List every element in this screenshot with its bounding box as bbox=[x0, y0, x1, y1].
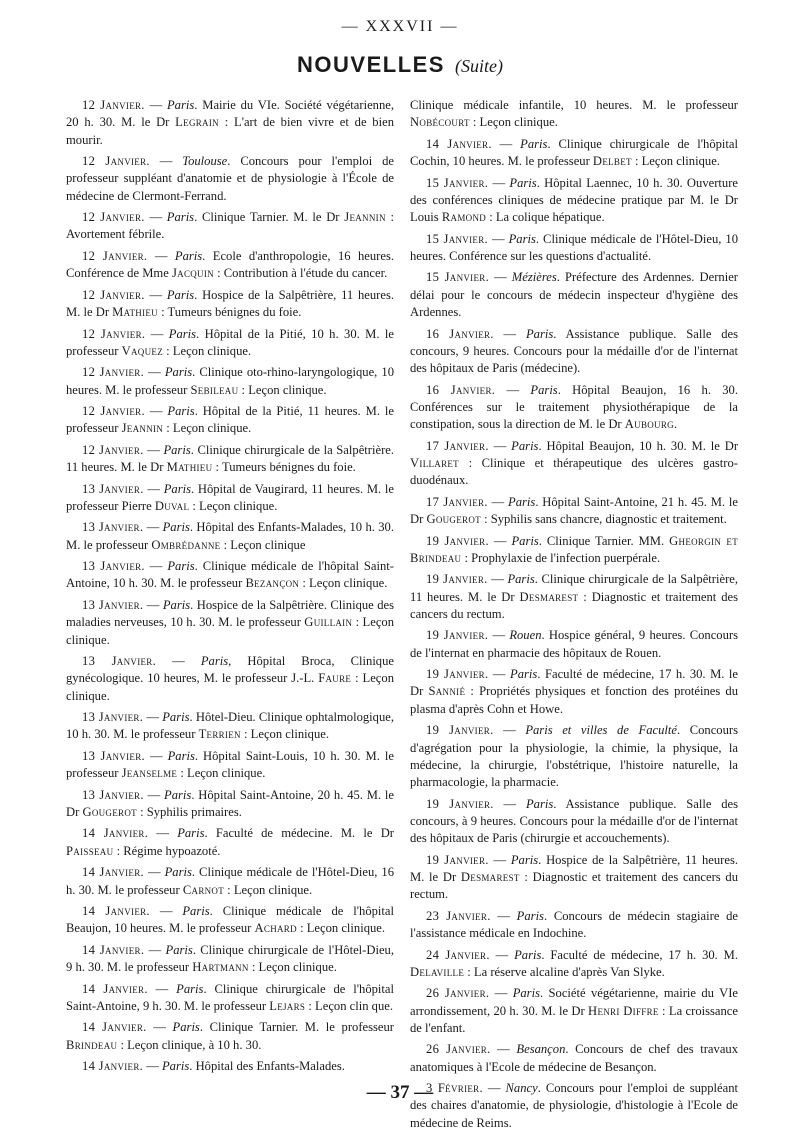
entry-text: . Clinique médicale de l'Hôtel-Dieu, 10 heures. Conférence sur les questions d'actualité. bbox=[410, 231, 738, 263]
entry-text: . Clinique Tarnier. MM. bbox=[538, 533, 670, 548]
news-entry bbox=[410, 494, 738, 529]
entry-separator: — bbox=[488, 628, 510, 643]
entry-date: 19 Janvier. bbox=[426, 572, 488, 587]
entry-separator: — bbox=[493, 326, 526, 341]
page-number: — 37 — bbox=[366, 1082, 434, 1103]
entry-date: 17 Janvier. bbox=[426, 438, 489, 453]
entry-separator: — bbox=[487, 231, 509, 246]
entry-place: Paris bbox=[510, 667, 538, 682]
entry-text: . Hospice de la Salpêtrière, 11 heures. M. le Dr bbox=[66, 287, 395, 320]
entry-date: 19 Janvier. bbox=[426, 667, 489, 682]
entry-date: 13 Janvier. bbox=[82, 748, 145, 763]
entry-place: Paris bbox=[511, 438, 539, 453]
entry-text: : Leçon clinique. bbox=[248, 960, 337, 975]
news-entry bbox=[66, 787, 394, 822]
entry-place: Paris bbox=[508, 231, 536, 246]
entry-place: Paris bbox=[166, 210, 195, 225]
entry-date: 14 Janvier. bbox=[82, 904, 150, 919]
news-entry bbox=[410, 666, 738, 718]
person-name: Sebileau bbox=[190, 382, 239, 397]
entry-place: Paris bbox=[507, 572, 535, 587]
entry-place: Paris bbox=[172, 1020, 200, 1035]
news-entry bbox=[410, 908, 738, 943]
entry-date: 13 Janvier. bbox=[82, 710, 144, 725]
entry-place: Paris bbox=[508, 494, 536, 509]
entry-text: . Assistance publique. Salle des concours, à 9 heures. Concours pour la médaille d'or de l'internat des hôpitaux de Paris (chirurgie et accouchements). bbox=[410, 796, 738, 846]
entry-text: : Syphilis primaires. bbox=[136, 804, 242, 819]
entry-date: 13 Janvier. bbox=[82, 597, 144, 612]
entry-text: . Hôpital Saint-Antoine, 21 h. 45. M. le Dr bbox=[410, 494, 739, 527]
person-name: Achard bbox=[254, 921, 297, 936]
entry-text: . Ecole d'anthropologie, 16 heures. Conférence de Mme bbox=[66, 248, 395, 281]
entry-text: . Concours de chef des travaux anatomiques à l'Ecole de médecine de Besançon. bbox=[410, 1042, 738, 1074]
entry-text: : La réserve alcaline d'après Van Slyke. bbox=[464, 964, 665, 979]
news-entry bbox=[410, 627, 738, 662]
entry-place: Paris bbox=[530, 382, 558, 397]
entry-text: : Contribution à l'étude du cancer. bbox=[213, 266, 388, 281]
entry-separator: — bbox=[147, 981, 177, 996]
entry-place: Paris bbox=[166, 98, 195, 112]
person-name: Villaret bbox=[410, 455, 459, 470]
person-name: Ombrédanne bbox=[151, 537, 221, 552]
entry-text: . Clinique chirurgicale de l'hôpital Cochin, 10 heures. M. le professeur bbox=[410, 136, 738, 169]
person-name: Terrien bbox=[198, 727, 241, 742]
entry-place: Paris bbox=[163, 442, 191, 457]
entry-place: Paris bbox=[167, 404, 195, 419]
news-entry bbox=[66, 481, 394, 516]
entry-separator: — bbox=[148, 826, 178, 841]
entry-place: Paris bbox=[176, 981, 204, 996]
entry-date: 12 Janvier. bbox=[82, 404, 145, 419]
news-entry bbox=[66, 864, 394, 899]
entry-text: . Hôpital Saint-Louis, 10 h. 30. M. le professeur bbox=[66, 748, 394, 781]
entry-date: 15 Janvier. bbox=[426, 270, 490, 285]
entry-text: . Hôpital de la Pitié, 10 h. 30. M. le professeur bbox=[66, 326, 394, 358]
entry-text: . Clinique chirurgicale de l'Hôtel-Dieu, 9 h. 30. M. le professeur bbox=[66, 942, 394, 975]
entry-text: . Faculté de médecine, 17 h. 30. M. bbox=[541, 947, 739, 962]
entry-text: . Clinique chirurgicale de l'hôpital Saint-Antoine, 9 h. 30. M. le professeur bbox=[66, 981, 394, 1013]
entry-text: : Leçon clinique. bbox=[240, 727, 329, 742]
news-entry bbox=[66, 519, 394, 554]
person-name: Duval bbox=[154, 498, 190, 513]
entry-separator: — bbox=[149, 154, 183, 169]
person-name: Mathieu bbox=[166, 460, 213, 475]
entry-text: : Leçon clinique, à 10 h. 30. bbox=[117, 1037, 262, 1052]
person-name: Legrain bbox=[175, 115, 219, 130]
news-entry bbox=[66, 597, 394, 649]
entry-place: Paris bbox=[163, 481, 191, 496]
entry-date: 13 Janvier. bbox=[82, 654, 157, 669]
entry-separator: — bbox=[143, 787, 165, 802]
entry-place: Paris bbox=[167, 559, 195, 574]
news-entry bbox=[66, 1019, 394, 1054]
news-entry bbox=[66, 709, 394, 744]
news-entry bbox=[66, 558, 394, 593]
entry-place: Paris bbox=[520, 136, 548, 151]
news-entry bbox=[410, 175, 738, 227]
person-name: Jeannin bbox=[344, 210, 386, 225]
entry-text: . Concours pour l'emploi de professeur suppléant d'anatomie et de physiologie à l'École de médecine de Clermont-Ferrand. bbox=[66, 154, 394, 203]
entry-place: Rouen bbox=[509, 628, 542, 643]
section-title-suffix: (Suite) bbox=[454, 56, 503, 76]
person-name: Gougerot bbox=[426, 512, 481, 527]
entry-separator: — bbox=[488, 852, 511, 867]
entry-text: . Société végétarienne, mairie du VIe arrondissement, 20 h. 30. M. le Dr bbox=[410, 986, 738, 1018]
news-entry bbox=[410, 571, 738, 623]
entry-text: . Hôpital Laennec, 10 h. 30. Ouverture des conférences cliniques de médecine pratique par M. le Dr Louis bbox=[410, 175, 738, 225]
entry-separator: — bbox=[144, 559, 168, 574]
entry-place: Paris bbox=[161, 1059, 190, 1074]
entry-text: , Hôpital Broca, Clinique gynécologique. 10 heures, M. le professeur J.-L. bbox=[66, 654, 394, 686]
entry-date: 19 Janvier. bbox=[426, 628, 489, 643]
entry-separator: — bbox=[489, 947, 515, 962]
entry-text: . Faculté de médecine, 17 h. 30. M. le Dr bbox=[410, 667, 739, 699]
entry-date: 14 Janvier. bbox=[82, 1059, 144, 1074]
entry-date: 14 Janvier. bbox=[82, 981, 148, 996]
entry-date: 12 Janvier. bbox=[82, 210, 145, 225]
entry-place: Paris bbox=[200, 654, 229, 669]
news-entry bbox=[410, 1041, 738, 1076]
person-name: Bezançon bbox=[245, 576, 300, 591]
entry-text: : Régime hypoazoté. bbox=[113, 843, 221, 858]
person-name: Delbet bbox=[592, 154, 632, 169]
entry-text: : Tumeurs bénignes du foie. bbox=[212, 460, 356, 475]
news-entry bbox=[66, 364, 394, 399]
news-entry bbox=[410, 947, 738, 982]
entry-text: : Tumeurs bénignes du foie. bbox=[157, 305, 302, 320]
section-heading bbox=[0, 52, 800, 78]
person-name: Gheorgin et Brindeau bbox=[410, 533, 738, 565]
news-entry bbox=[410, 722, 738, 791]
news-entry bbox=[66, 1058, 394, 1075]
entry-text: : Leçon clinique. bbox=[238, 382, 327, 397]
entry-date: 12 Janvier. bbox=[82, 248, 148, 263]
entry-separator: — bbox=[493, 723, 526, 738]
entry-text: : La croissance de l'enfant. bbox=[410, 1003, 738, 1035]
entry-separator: — bbox=[489, 986, 513, 1001]
entry-separator: — bbox=[147, 248, 175, 263]
entry-date: 26 Janvier. bbox=[426, 986, 490, 1001]
entry-date: 15 Janvier. bbox=[426, 231, 488, 246]
entry-place: Paris bbox=[162, 520, 190, 535]
person-name: Sannié bbox=[428, 684, 466, 699]
entry-place: Paris bbox=[167, 748, 195, 763]
person-name: Lejars bbox=[269, 998, 306, 1013]
entry-date: 24 Janvier. bbox=[426, 947, 490, 962]
person-name: Carnot bbox=[182, 882, 225, 897]
person-name: Brindeau bbox=[66, 1037, 118, 1052]
news-entry bbox=[410, 796, 738, 848]
news-entry bbox=[66, 248, 394, 283]
entry-text: . Concours pour l'emploi de suppléant des chaires d'anatomie, de physiologie, d'histologie à l'Ecole de médecine de Reims. bbox=[410, 1081, 738, 1130]
person-name: Vaquez bbox=[121, 343, 163, 358]
entry-place: Paris bbox=[164, 787, 192, 802]
news-entry bbox=[410, 136, 738, 171]
entry-text: . Mairie du VIe. Société végétarienne, 20 h. 30. M. le Dr bbox=[66, 98, 394, 130]
entry-text: . Clinique chirurgicale de la Salpêtrière, 11 heures. M. le Dr bbox=[410, 572, 738, 604]
entry-text: . Concours d'agrégation pour la physiologie, la chimie, la physique, la médecine, la chirurgie, l'obstétrique, l'histoire naturelle, la pharmacologie, la pharmacie. bbox=[410, 723, 738, 790]
entry-place: Besançon bbox=[516, 1042, 566, 1057]
entry-separator: — bbox=[488, 438, 512, 453]
entry-text: . Hôpital de Vaugirard, 11 heures. M. le professeur Pierre bbox=[66, 481, 394, 513]
entry-place: Paris bbox=[514, 947, 542, 962]
entry-text: . Clinique Tarnier. M. le Dr bbox=[194, 210, 345, 225]
entry-place: Paris bbox=[168, 326, 197, 341]
entry-text: : Leçon clinique bbox=[220, 537, 306, 552]
entry-date: 14 Janvier. bbox=[426, 136, 492, 151]
entry-text: . Hôpital des Enfants-Malades, 10 h. 30. M. le professeur bbox=[66, 520, 395, 552]
entry-text: . Clinique oto-rhino-laryngologique, 10 heures. M. le professeur bbox=[66, 365, 395, 397]
news-entry bbox=[66, 942, 394, 977]
entry-date: 16 Janvier. bbox=[426, 326, 494, 341]
person-name: Aubourg bbox=[624, 417, 674, 432]
entry-text: : Leçon clinique. bbox=[163, 343, 252, 358]
entry-text: : Leçon clinique. bbox=[66, 671, 394, 703]
person-name: Paisseau bbox=[66, 843, 114, 858]
entry-date: 14 Janvier. bbox=[82, 826, 149, 841]
entry-separator: — bbox=[490, 908, 517, 923]
entry-date: 13 Janvier. bbox=[82, 520, 144, 535]
entry-text: . Assistance publique. Salle des concours, 9 heures. Concours pour la médaille d'or de l'internat des hôpitaux de Paris (médecine). bbox=[410, 326, 738, 376]
entry-place: Paris bbox=[512, 986, 540, 1001]
entry-date: 15 Janvier. bbox=[426, 175, 489, 190]
entry-text: : Propriétés physiques et fonction des protéines du plasma d'après Cohn et Howe. bbox=[410, 684, 739, 716]
news-entry bbox=[410, 326, 738, 378]
entry-date: 13 Janvier. bbox=[82, 481, 144, 496]
entry-text: : Leçon clinique. bbox=[177, 766, 266, 781]
entry-date: 12 Janvier. bbox=[82, 365, 145, 380]
entry-date: 14 Janvier. bbox=[82, 1020, 147, 1035]
entry-text: . Hospice de la Salpêtrière. Clinique des maladies nerveuses, 10 h. 30. M. le professeur bbox=[66, 597, 394, 630]
entry-text: . Hôpital de la Pitié, 11 heures. M. le professeur bbox=[66, 404, 394, 436]
entry-text: : Leçon clinique. bbox=[299, 576, 388, 591]
entry-text: : Diagnostic et traitement des cancers du rectum. bbox=[410, 589, 738, 621]
entry-date: 19 Janvier. bbox=[426, 533, 489, 548]
news-entry bbox=[66, 653, 394, 705]
entry-separator: — bbox=[144, 748, 168, 763]
entry-place: Paris bbox=[162, 597, 191, 612]
entry-text: : La colique hépatique. bbox=[486, 210, 605, 225]
entry-text: . Préfecture des Ardennes. Dernier délai pour le concours de médecin inspecteur d'hygiène des Ardennes. bbox=[410, 270, 738, 320]
entry-text: . Hôpital Saint-Antoine, 20 h. 45. M. le Dr bbox=[66, 787, 395, 819]
entry-separator: — bbox=[145, 326, 169, 341]
news-entry bbox=[66, 903, 394, 938]
news-entry bbox=[66, 442, 394, 477]
person-name: Faure bbox=[318, 671, 352, 686]
entry-separator: — bbox=[490, 1042, 517, 1057]
entry-text: : Leçon clinique. bbox=[224, 882, 313, 897]
entry-date: 14 Janvier. bbox=[82, 942, 145, 957]
entry-place: Paris bbox=[177, 826, 205, 841]
entry-separator: — bbox=[144, 942, 166, 957]
entry-date: 17 Janvier. bbox=[426, 494, 488, 509]
news-entry-continued: Clinique médicale infantile, 10 heures. M. le professeur Nobécourt : Leçon clinique. bbox=[410, 98, 738, 130]
news-entry bbox=[66, 825, 394, 860]
entry-place: Paris bbox=[525, 796, 554, 811]
person-name: Jeanselme bbox=[121, 766, 178, 781]
entry-separator: — bbox=[144, 365, 165, 380]
person-name: Hartmann bbox=[192, 960, 249, 975]
news-entry bbox=[66, 403, 394, 438]
entry-text: . Hospice de la Salpêtrière, 11 heures. M. le Dr bbox=[410, 852, 739, 884]
entry-place: Paris bbox=[182, 904, 210, 919]
person-name: Desmarest bbox=[519, 589, 579, 604]
entry-date: 3 Février. bbox=[426, 1081, 483, 1096]
entry-separator: — bbox=[144, 404, 168, 419]
entry-text: . Clinique médicale de l'hôpital Saint-Antoine, 10 h. 30. M. le professeur bbox=[66, 559, 394, 591]
entry-text: : Leçon clin que. bbox=[305, 998, 394, 1013]
entry-text: : Avortement fébrile. bbox=[66, 210, 394, 242]
news-entry bbox=[410, 438, 738, 490]
entry-place: Nancy bbox=[505, 1081, 538, 1096]
entry-text: . Clinique Tarnier. M. le professeur bbox=[199, 1020, 394, 1035]
entry-date: 23 Janvier. bbox=[426, 908, 491, 923]
entry-place: Paris bbox=[162, 710, 190, 725]
entry-place: Paris bbox=[164, 365, 193, 380]
entry-date: 19 Janvier. bbox=[426, 852, 489, 867]
entry-separator: — bbox=[482, 1081, 506, 1096]
entry-place: Paris bbox=[525, 326, 554, 341]
entry-date: 12 Janvier. bbox=[82, 154, 150, 169]
entry-text: : Syphilis sans chancre, diagnostic et traitement. bbox=[480, 512, 727, 527]
news-entry bbox=[66, 748, 394, 783]
entry-separator: — bbox=[491, 136, 521, 151]
news-entry bbox=[410, 852, 738, 904]
entry-text: . Hôpital Beaujon, 10 h. 30. M. le Dr bbox=[538, 438, 739, 453]
right-column bbox=[410, 97, 738, 1136]
entry-separator: — bbox=[143, 520, 163, 535]
entry-place: Paris bbox=[174, 248, 203, 263]
news-entry bbox=[410, 231, 738, 266]
person-name: Jeannin bbox=[121, 421, 164, 436]
entry-text: . Hôtel-Dieu. Clinique ophtalmologique, 10 h. 30. M. le professeur bbox=[66, 710, 395, 742]
roman-page-number: — XXXVII — bbox=[341, 18, 459, 35]
entry-date: 12 Janvier. bbox=[82, 98, 145, 112]
entry-date: 19 Janvier. bbox=[426, 796, 494, 811]
person-name: Henri Diffre bbox=[588, 1003, 659, 1018]
entry-place: Paris bbox=[509, 175, 537, 190]
entry-text: : Prophylaxie de l'infection puerpérale. bbox=[461, 550, 661, 565]
entry-separator: — bbox=[489, 270, 512, 285]
entry-separator: — bbox=[143, 597, 163, 612]
entry-place: Paris bbox=[166, 287, 195, 302]
person-name: Jacquin bbox=[171, 266, 214, 281]
entry-place: Paris bbox=[165, 942, 193, 957]
entry-text: . Clinique médicale de l'hôpital Beaujon, 10 heures. M. le professeur bbox=[66, 904, 395, 936]
news-entry bbox=[66, 981, 394, 1016]
news-entry bbox=[410, 985, 738, 1037]
entry-separator: — bbox=[488, 175, 510, 190]
news-entry bbox=[66, 153, 394, 205]
entry-place: Paris bbox=[510, 852, 539, 867]
entry-separator: — bbox=[143, 481, 164, 496]
entry-separator: — bbox=[487, 572, 508, 587]
person-name: Delaville bbox=[410, 964, 465, 979]
news-entry bbox=[66, 326, 394, 361]
news-entry bbox=[66, 209, 394, 244]
entry-place: Paris et villes de Faculté bbox=[525, 723, 677, 738]
entry-date: 16 Janvier. bbox=[426, 382, 496, 397]
entry-date: 12 Janvier. bbox=[82, 326, 146, 341]
left-column bbox=[66, 97, 394, 1080]
entry-date: 19 Janvier. bbox=[426, 723, 494, 738]
entry-text: : L'art de bien vivre et de bien mourir. bbox=[66, 115, 394, 147]
entry-separator: — bbox=[144, 210, 167, 225]
entry-text: . Hôpital des Enfants-Malades. bbox=[189, 1059, 345, 1074]
entry-place: Mézières bbox=[511, 270, 557, 285]
entry-separator: — bbox=[149, 904, 183, 919]
entry-place: Paris bbox=[164, 865, 192, 880]
entry-text: . Clinique chirurgicale de la Salpêtrière. 11 heures. M. le Dr bbox=[66, 442, 394, 475]
entry-date: 12 Janvier. bbox=[82, 442, 144, 457]
entry-separator: — bbox=[143, 1059, 162, 1074]
entry-separator: — bbox=[487, 494, 509, 509]
news-entry bbox=[410, 269, 738, 321]
entry-separator: — bbox=[146, 1020, 173, 1035]
person-name: Nobécourt bbox=[410, 115, 470, 130]
news-entry bbox=[410, 533, 738, 568]
section-title: NOUVELLES bbox=[297, 52, 445, 77]
entry-separator: — bbox=[144, 287, 167, 302]
entry-date: 14 Janvier. bbox=[82, 865, 144, 880]
entry-text: : Leçon clinique. bbox=[296, 921, 386, 936]
person-name: Desmarest bbox=[460, 869, 520, 884]
entry-text: . Faculté de médecine. M. le Dr bbox=[204, 826, 394, 841]
entry-text: : Leçon clinique. bbox=[163, 421, 252, 436]
person-name: Guillain bbox=[304, 615, 353, 630]
entry-date: 26 Janvier. bbox=[426, 1042, 491, 1057]
entry-text: . bbox=[673, 417, 678, 432]
entry-separator: — bbox=[144, 98, 167, 112]
news-entry bbox=[410, 382, 738, 434]
entry-separator: — bbox=[143, 865, 165, 880]
entry-separator: — bbox=[493, 796, 526, 811]
news-entry bbox=[66, 97, 394, 149]
entry-separator: — bbox=[488, 533, 512, 548]
entry-text: : Leçon clinique. bbox=[66, 615, 395, 647]
entry-date: 12 Janvier. bbox=[82, 287, 145, 302]
entry-text: . Hospice général, 9 heures. Concours de l'internat en pharmacie des hôpitaux de Rouen. bbox=[410, 628, 738, 660]
entry-date: 13 Janvier. bbox=[82, 559, 145, 574]
news-entry bbox=[66, 287, 394, 322]
entry-separator: — bbox=[143, 442, 164, 457]
person-name: Gougerot bbox=[82, 804, 137, 819]
entry-separator: — bbox=[156, 654, 201, 669]
entry-text: . Hôpital Beaujon, 16 h. 30. Conférences sur le traitement physiothérapique de la constipation, sous la direction de M. le Dr bbox=[410, 382, 738, 432]
entry-text: : Leçon clinique. bbox=[189, 498, 278, 513]
entry-separator: — bbox=[495, 382, 531, 397]
entry-text: : Leçon clinique. bbox=[631, 154, 720, 169]
entry-text: : Diagnostic et traitement des cancers du rectum. bbox=[410, 869, 739, 902]
entry-text: . Clinique médicale de l'Hôtel-Dieu, 16 h. 30. M. le professeur bbox=[66, 865, 394, 897]
entry-place: Toulouse bbox=[182, 154, 228, 169]
entry-place: Paris bbox=[516, 908, 544, 923]
entry-place: Paris bbox=[511, 533, 539, 548]
entry-separator: — bbox=[488, 667, 511, 682]
entry-text: : Clinique et thérapeutique des ulcères gastro-duodénaux. bbox=[410, 455, 738, 488]
entry-text: . Concours de médecin stagiaire de l'assistance médicale en Indochine. bbox=[410, 908, 739, 941]
person-name: Ramond bbox=[441, 210, 487, 225]
entry-separator: — bbox=[143, 710, 163, 725]
person-name: Mathieu bbox=[112, 305, 158, 320]
entry-date: 13 Janvier. bbox=[82, 787, 144, 802]
